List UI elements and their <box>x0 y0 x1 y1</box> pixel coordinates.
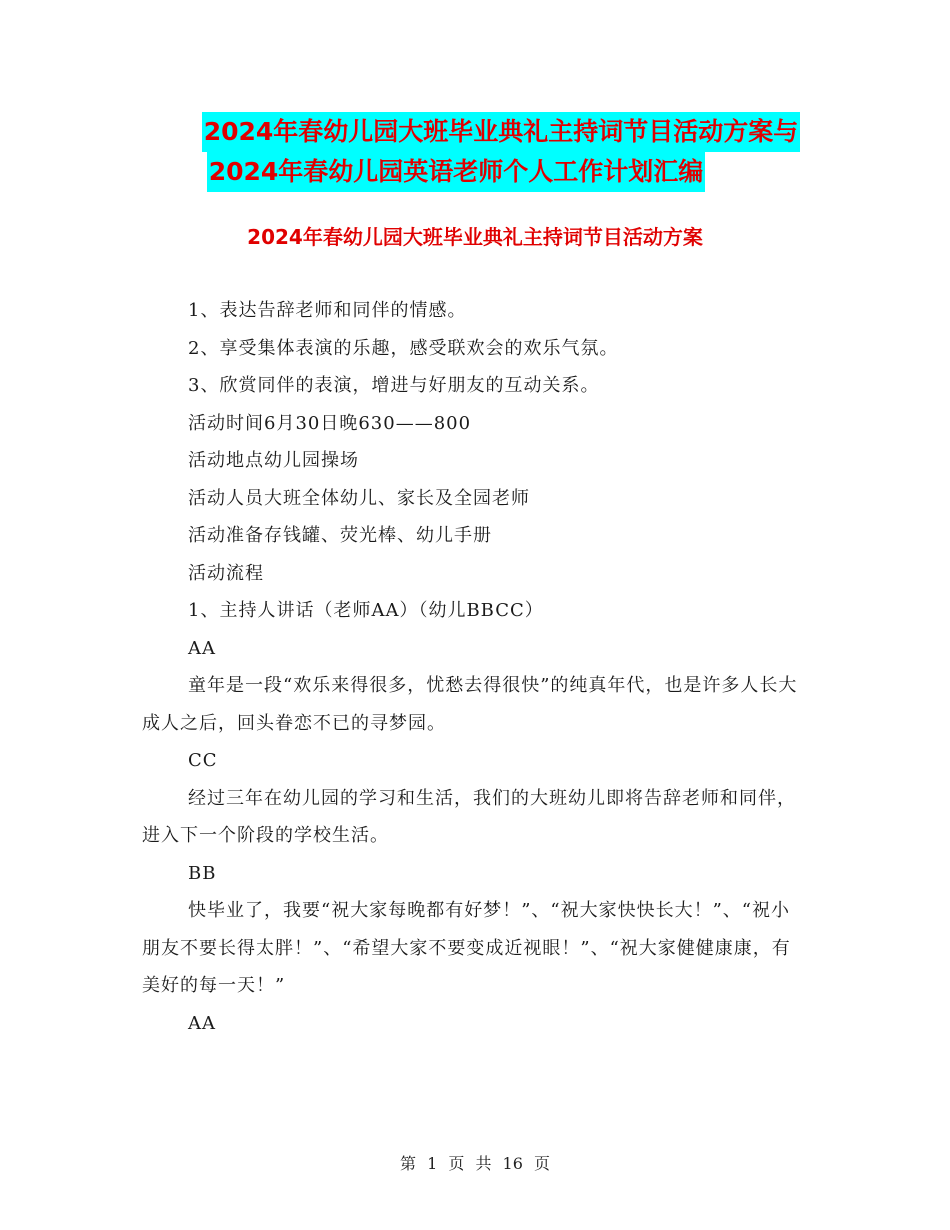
speaker-label: AA <box>188 637 216 659</box>
paragraph: 活动地点幼儿园操场 <box>188 450 359 471</box>
paragraph: 1、主持人讲话（老师AA）（幼儿BBCC） <box>188 600 544 621</box>
page-number-footer: 第 1 页 共 16 页 <box>400 1154 550 1173</box>
speaker-label: BB <box>188 862 217 884</box>
title-line-1: 2024年春幼儿园大班毕业典礼主持词节目活动方案与 <box>202 112 801 152</box>
section-heading: 2024年春幼儿园大班毕业典礼主持词节目活动方案 <box>247 225 703 249</box>
paragraph: 3、欣赏同伴的表演，增进与好朋友的互动关系。 <box>188 375 600 396</box>
paragraph: 活动流程 <box>188 562 264 584</box>
paragraph: 1、表达告辞老师和同伴的情感。 <box>188 300 467 321</box>
paragraph: 经过三年在幼儿园的学习和生活，我们的大班幼儿即将告辞老师和同伴，进入下一个阶段的学校生活。 <box>142 787 796 846</box>
paragraph: 2、享受集体表演的乐趣，感受联欢会的欢乐气氛。 <box>188 337 619 359</box>
document-title <box>0 112 950 192</box>
document-body <box>142 292 802 1042</box>
paragraph: 活动人员大班全体幼儿、家长及全园老师 <box>188 487 530 509</box>
title-line-2: 2024年春幼儿园英语老师个人工作计划汇编 <box>207 152 706 192</box>
speaker-label: CC <box>188 750 218 771</box>
paragraph: 童年是一段“欢乐来得很多，忧愁去得很快”的纯真年代，也是许多人长大成人之后，回头眷恋不已的寻梦园。 <box>142 675 798 734</box>
speaker-label: AA <box>188 1012 216 1034</box>
paragraph: 活动时间6月30日晚630——800 <box>188 412 472 434</box>
paragraph: 活动准备存钱罐、荧光棒、幼儿手册 <box>188 525 492 546</box>
paragraph: 快毕业了，我要“祝大家每晚都有好梦！”、“祝大家快快长大！”、“祝小朋友不要长得太胖！”、“希望大家不要变成近视眼！”、“祝大家健健康康，有美好的每一天！” <box>142 900 791 996</box>
